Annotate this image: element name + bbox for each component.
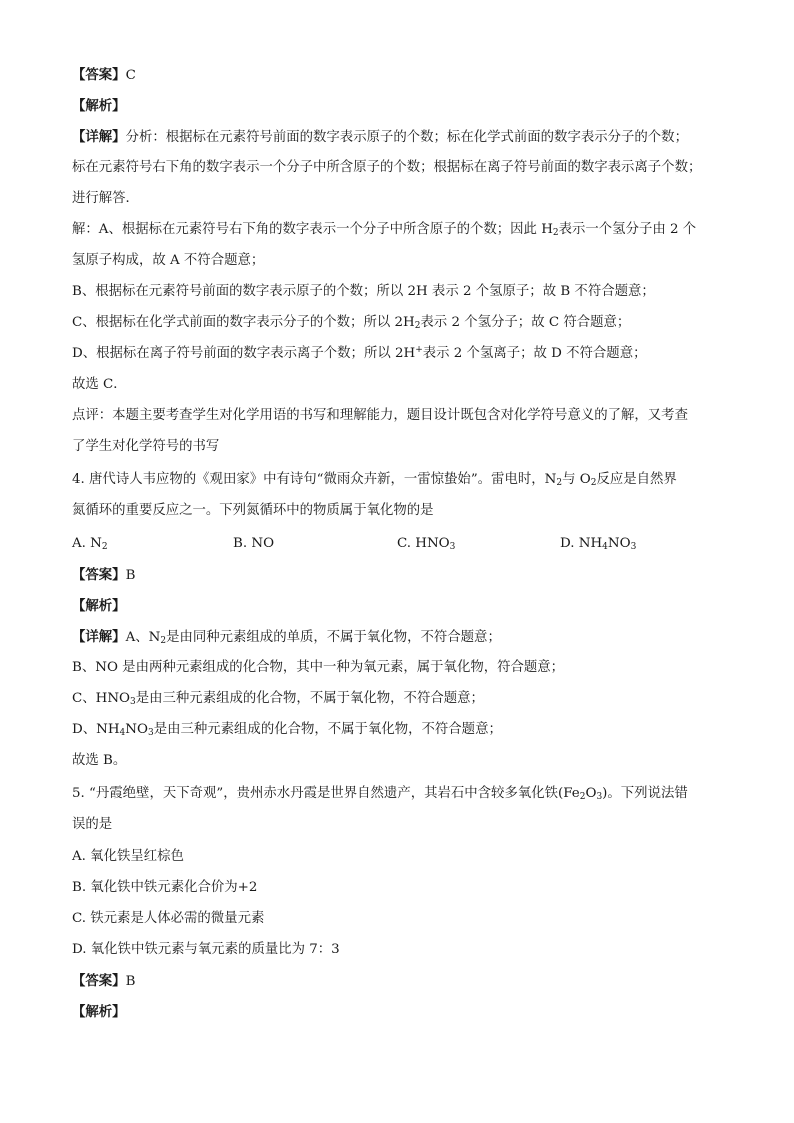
q4-detail-a xyxy=(72,628,732,647)
q5-stem-line-2: 误的是 xyxy=(72,817,113,832)
q5-answer xyxy=(72,972,732,991)
subscript: 2 xyxy=(414,321,421,331)
text-run: 5. “丹霞绝壁，天下奇观”，贵州赤水丹霞是世界自然遗产，其岩石中含较多氧化铁(Fe xyxy=(72,786,580,801)
q4-detail-c xyxy=(72,690,732,708)
q4-option-a xyxy=(72,535,108,553)
q5-option-a: A. 氧化铁呈红棕色 xyxy=(72,849,184,864)
subscript: 2 xyxy=(101,542,108,552)
text-run: D、NH xyxy=(72,722,120,737)
subscript: 3 xyxy=(596,792,603,802)
q3-conclusion: 故选 C． xyxy=(72,377,127,392)
q3-detail-line-2: 标在元素符号右下角的数字表示一个分子中所含原子的个数；根据标在离子符号前面的数字表示离子个数； xyxy=(72,160,702,175)
text-run: 表示 2 个氢离子；故 D 不符合题意； xyxy=(422,346,647,361)
text-run: 表示 2 个氢分子；故 C 符合题意； xyxy=(420,315,631,330)
text-run: D、根据标在离子符号前面的数字表示离子个数；所以 2H xyxy=(72,346,416,361)
q3-comment-line-1: 点评：本题主要考查学生对化学用语的书写和理解能力，题目设计既包含对化学符号意义的了解，又考查 xyxy=(72,408,688,423)
subscript: 2 xyxy=(556,478,563,488)
q4-analysis-label: 【解析】 xyxy=(72,598,126,614)
text-run: 4. 唐代诗人韦应物的《观田家》中有诗句“微雨众卉新，一雷惊蛰始”。雷电时，N xyxy=(72,472,557,487)
q3-detail-line-3: 进行解答． xyxy=(72,191,139,206)
answer-label: 【答案】 xyxy=(72,67,126,83)
subscript: 3 xyxy=(449,542,456,552)
text-run: 与 O xyxy=(562,472,591,487)
detail-label: 【详解】 xyxy=(72,629,126,645)
text-run: C、HNO xyxy=(72,691,131,706)
q5-option-d: D. 氧化铁中铁元素与氧元素的质量比为 7：3 xyxy=(72,942,340,957)
text-run: C. HNO xyxy=(397,536,450,551)
subscript: 3 xyxy=(147,728,154,738)
q4-conclusion: 故选 B。 xyxy=(72,753,127,768)
answer-label: 【答案】 xyxy=(72,973,126,989)
q4-detail-b: B、NO 是由两种元素组成的化合物，其中一种为氧元素，属于氧化物，符合题意； xyxy=(72,660,565,675)
q3-answer xyxy=(72,66,732,85)
q4-stem-line-1 xyxy=(72,471,732,489)
subscript: 3 xyxy=(630,542,637,552)
answer-value: C xyxy=(125,68,136,83)
text-run: A、N xyxy=(125,630,161,645)
text-run: C、根据标在化学式前面的数字表示分子的个数；所以 2H xyxy=(72,315,415,330)
q4-option-c xyxy=(397,535,455,553)
q5-option-b: B. 氧化铁中铁元素化合价为+2 xyxy=(72,880,258,895)
subscript: 2 xyxy=(579,792,586,802)
text-run: 反应是自然界 xyxy=(596,472,677,487)
text-run: A. N xyxy=(72,536,102,551)
q3-detail-line-1 xyxy=(72,128,732,147)
detail-label: 【详解】 xyxy=(72,129,126,145)
subscript: 4 xyxy=(119,728,126,738)
answer-label: 【答案】 xyxy=(72,567,126,583)
subscript: 2 xyxy=(590,478,597,488)
q3-solution-d xyxy=(72,345,732,363)
text-run: NO xyxy=(607,536,631,551)
text-run: )。下列说法错 xyxy=(602,786,688,801)
text-run: D. NH xyxy=(560,536,603,551)
text-run: 是由三种元素组成的化合物，不属于氧化物，不符合题意； xyxy=(153,722,502,737)
text-run: 解：A、根据标在元素符号右下角的数字表示一个分子中所含原子的个数；因此 H xyxy=(72,222,553,237)
subscript: 2 xyxy=(552,228,559,238)
q5-analysis-label: 【解析】 xyxy=(72,1004,126,1020)
answer-value: B xyxy=(125,974,136,989)
q3-solution-a xyxy=(72,221,732,239)
text-run: 是由三种元素组成的化合物，不属于氧化物，不符合题意； xyxy=(135,691,484,706)
q4-answer xyxy=(72,566,732,585)
q4-option-d xyxy=(560,535,636,553)
detail-text: 分析：根据标在元素符号前面的数字表示原子的个数；标在化学式前面的数字表示分子的个数； xyxy=(125,130,688,145)
q4-stem-line-2: 氮循环的重要反应之一。下列氮循环中的物质属于氧化物的是 xyxy=(72,503,434,518)
q3-solution-a-cont: 氢原子构成，故 A 不符合题意； xyxy=(72,253,265,268)
text-run: 表示一个氢分子由 2 个 xyxy=(558,222,697,237)
superscript: + xyxy=(415,345,423,355)
answer-value: B xyxy=(125,568,136,583)
q5-option-c: C. 铁元素是人体必需的微量元素 xyxy=(72,911,265,926)
q5-stem-line-1 xyxy=(72,785,732,803)
text-run: B. NO xyxy=(233,536,275,551)
q3-solution-c xyxy=(72,314,732,332)
text-run: O xyxy=(585,786,597,801)
q4-detail-d xyxy=(72,721,732,739)
subscript: 3 xyxy=(130,697,136,707)
q3-comment-line-2: 了学生对化学符号的书写 xyxy=(72,439,220,454)
q4-option-b xyxy=(233,535,274,553)
text-run: 是由同种元素组成的单质，不属于氧化物，不符合题意； xyxy=(166,630,501,645)
subscript: 2 xyxy=(160,636,167,646)
q3-solution-b: B、根据标在元素符号前面的数字表示原子的个数；所以 2H 表示 2 个氢原子；故 B 不符合题意； xyxy=(72,284,655,299)
subscript: 4 xyxy=(602,542,608,552)
text-run: NO xyxy=(125,722,148,737)
q3-analysis-label: 【解析】 xyxy=(72,98,126,114)
